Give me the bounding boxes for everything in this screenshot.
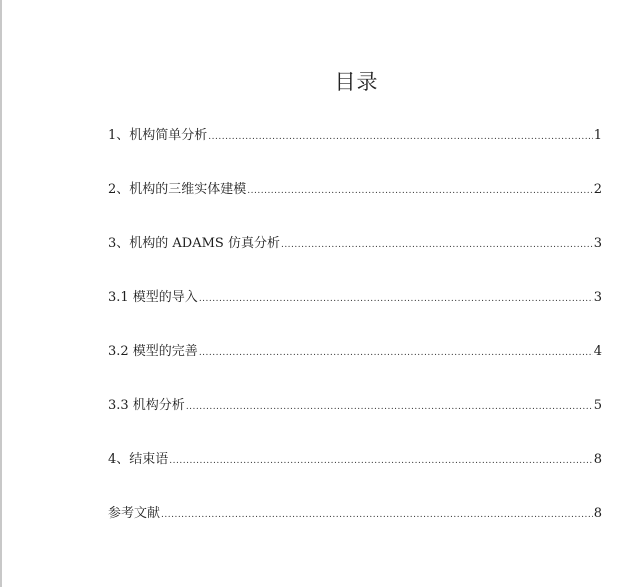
toc-dot-leader [186,397,593,417]
toc-entry-page-number: 8 [593,506,602,521]
toc-entry-page-number: 3 [593,236,602,251]
toc-dot-leader [281,235,593,255]
toc-entry-label: 1、机构简单分析 [108,128,208,143]
toc-entry-page-number: 1 [593,128,602,143]
toc-dot-leader [199,343,593,363]
toc-entry-label: 3.3 机构分析 [108,398,185,413]
toc-entry[interactable] [108,342,602,396]
toc-entry-page-number: 4 [593,344,602,359]
toc-entry[interactable] [108,234,602,288]
toc-entry-label: 2、机构的三维实体建模 [108,182,247,197]
toc-entry-page-number: 3 [593,290,602,305]
toc-entry-page-number: 2 [593,182,602,197]
toc-entry[interactable] [108,288,602,342]
toc-entry-page-number: 8 [593,452,602,467]
toc-entry-page-number: 5 [593,398,602,413]
toc-entry[interactable] [108,396,602,450]
toc-dot-leader [169,451,592,471]
toc-entry[interactable] [108,450,602,504]
toc-dot-leader [247,181,592,201]
toc-entry-label: 3.2 模型的完善 [108,344,198,359]
table-of-contents [108,126,602,558]
toc-dot-leader [161,505,593,525]
toc-dot-leader [208,127,592,147]
toc-dot-leader [199,289,593,309]
toc-entry[interactable] [108,126,602,180]
toc-entry-label: 4、结束语 [108,452,169,467]
toc-entry[interactable] [108,504,602,558]
toc-entry[interactable] [108,180,602,234]
toc-entry-label: 参考文献 [108,506,161,521]
toc-title: 目录 [334,70,379,94]
toc-entry-label: 3.1 模型的导入 [108,290,198,305]
toc-entry-label: 3、机构的 ADAMS 仿真分析 [108,236,280,251]
